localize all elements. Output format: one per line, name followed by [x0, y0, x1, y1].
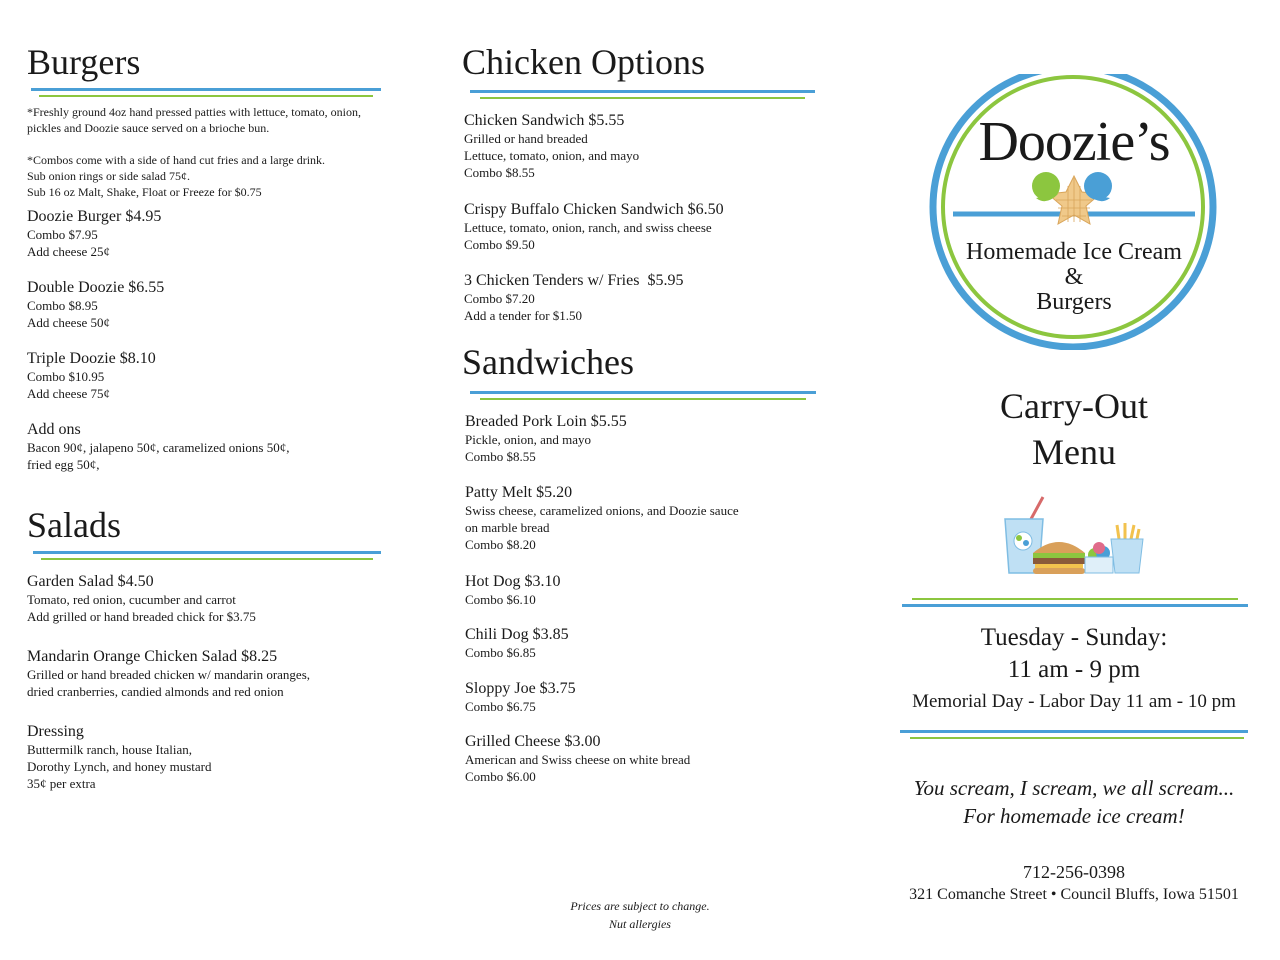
food-illustration — [1003, 495, 1153, 580]
item-name: Triple Doozie $8.10 — [27, 350, 156, 367]
dressing-title: Dressing — [27, 723, 84, 740]
allergy-note: Nut allergies — [609, 917, 671, 931]
item-combo: Combo $8.55 — [464, 165, 535, 180]
combo-note-line: *Combos come with a side of hand cut fries and a large drink. — [27, 153, 326, 167]
item-desc: American and Swiss cheese on white bread — [465, 752, 691, 767]
item-name: Chicken Sandwich $5.55 — [464, 112, 625, 129]
dressing-line: 35¢ per extra — [27, 776, 96, 791]
item-combo: Combo $8.95 — [27, 298, 98, 313]
item-desc: Grilled or hand breaded chicken w/ mandarin oranges, — [27, 667, 311, 682]
salads-heading: Salads — [27, 505, 121, 545]
menu-item — [27, 573, 256, 625]
menu-item — [464, 112, 639, 181]
carryout-line: Carry-Out — [1000, 386, 1148, 426]
item-desc: Lettuce, tomato, onion, and mayo — [464, 148, 640, 163]
carryout-line: Menu — [1032, 432, 1116, 472]
combo-note-line: Sub onion rings or side salad 75¢. — [27, 169, 190, 183]
item-name: Sloppy Joe $3.75 — [465, 680, 576, 697]
item-combo: Combo $6.00 — [465, 769, 536, 784]
fries-icon — [1111, 523, 1143, 573]
item-combo: Combo $6.75 — [465, 699, 536, 714]
footer-note — [540, 897, 740, 933]
brand-tagline-1: Homemade Ice Cream — [966, 239, 1182, 265]
item-name: Crispy Buffalo Chicken Sandwich $6.50 — [464, 201, 724, 218]
item-addon: Add a tender for $1.50 — [464, 308, 583, 323]
item-combo: Combo $8.55 — [465, 449, 536, 464]
item-name: Hot Dog $3.10 — [465, 573, 561, 590]
menu-item — [465, 626, 569, 661]
item-name: Mandarin Orange Chicken Salad $8.25 — [27, 648, 278, 665]
addons-line: Bacon 90¢, jalapeno 50¢, caramelized onions 50¢, — [27, 440, 290, 455]
item-combo: Combo $7.20 — [464, 291, 535, 306]
item-name: Breaded Pork Loin $5.55 — [465, 413, 627, 430]
address: 321 Comanche Street • Council Bluffs, Iowa 51501 — [909, 886, 1239, 903]
dressing — [27, 723, 212, 792]
brand-tagline-2: Burgers — [1036, 289, 1112, 315]
menu-item — [464, 201, 724, 253]
burgers-desc-line: pickles and Doozie sauce served on a brioche bun. — [27, 121, 270, 135]
item-combo: Combo $9.50 — [464, 237, 535, 252]
menu-item — [465, 733, 690, 785]
chicken-heading: Chicken Options — [462, 42, 705, 82]
menu-item — [464, 272, 683, 324]
burgers-heading: Burgers — [27, 42, 141, 82]
carryout-title — [898, 383, 1250, 475]
ice-cream-bowl-icon — [1085, 542, 1113, 573]
item-combo: Combo $8.20 — [465, 537, 536, 552]
item-desc: Lettuce, tomato, onion, ranch, and swiss cheese — [464, 220, 712, 235]
brand-name: Doozie’s — [978, 111, 1170, 173]
burgers-desc-line: *Freshly ground 4oz hand pressed patties with lettuce, tomato, onion, — [27, 105, 361, 119]
brand-tagline-amp: & — [1064, 264, 1084, 290]
slogan — [898, 774, 1250, 830]
dressing-line: Dorothy Lynch, and honey mustard — [27, 759, 212, 774]
item-desc: Tomato, red onion, cucumber and carrot — [27, 592, 236, 607]
combo-note-line: Sub 16 oz Malt, Shake, Float or Freeze for $0.75 — [27, 185, 262, 199]
hours-bottom-divider — [900, 730, 1248, 738]
addons — [27, 421, 289, 473]
item-addon: Add cheese 25¢ — [27, 244, 111, 259]
item-combo: Combo $7.95 — [27, 227, 98, 242]
menu-item — [465, 484, 739, 553]
item-combo: Combo $6.85 — [465, 645, 536, 660]
item-name: Doozie Burger $4.95 — [27, 208, 162, 225]
salads-divider — [33, 551, 381, 559]
sandwiches-heading: Sandwiches — [462, 342, 634, 382]
item-desc: dried cranberries, candied almonds and red onion — [27, 684, 284, 699]
phone-number: 712-256-0398 — [1023, 862, 1125, 882]
burgers-description — [27, 104, 361, 200]
item-desc: Swiss cheese, caramelized onions, and Doozie sauce — [465, 503, 739, 518]
item-name: Chili Dog $3.85 — [465, 626, 569, 643]
item-addon: Add cheese 75¢ — [27, 386, 111, 401]
item-name: Garden Salad $4.50 — [27, 573, 154, 590]
item-combo: Combo $10.95 — [27, 369, 105, 384]
price-disclaimer: Prices are subject to change. — [570, 899, 710, 913]
dressing-line: Buttermilk ranch, house Italian, — [27, 742, 192, 757]
menu-item — [465, 573, 561, 608]
menu-item — [465, 413, 627, 465]
item-name: Grilled Cheese $3.00 — [465, 733, 601, 750]
addons-title: Add ons — [27, 421, 81, 438]
hours-top-divider — [902, 598, 1248, 606]
hours-days: Tuesday - Sunday: — [980, 624, 1168, 651]
item-addon: Add grilled or hand breaded chick for $3.75 — [27, 609, 256, 624]
addons-line: fried egg 50¢, — [27, 457, 100, 472]
sandwiches-divider — [470, 391, 816, 399]
menu-item — [465, 680, 576, 715]
item-desc: on marble bread — [465, 520, 550, 535]
menu-item — [27, 208, 161, 260]
item-name: 3 Chicken Tenders w/ Fries $5.95 — [464, 272, 684, 289]
hours-times: 11 am - 9 pm — [1007, 656, 1141, 683]
item-name: Double Doozie $6.55 — [27, 279, 165, 296]
item-desc: Pickle, onion, and mayo — [465, 432, 592, 447]
item-combo: Combo $6.10 — [465, 592, 536, 607]
item-name: Patty Melt $5.20 — [465, 484, 573, 501]
burgers-divider — [31, 88, 381, 96]
slogan-line: You scream, I scream, we all scream... — [913, 776, 1235, 800]
hours-summer: Memorial Day - Labor Day 11 am - 10 pm — [912, 691, 1236, 712]
menu-item — [27, 279, 164, 331]
item-desc: Grilled or hand breaded — [464, 131, 588, 146]
menu-item — [27, 350, 156, 402]
chicken-divider — [470, 90, 815, 98]
slogan-line: For homemade ice cream! — [963, 804, 1185, 828]
menu-item — [27, 648, 310, 700]
item-addon: Add cheese 50¢ — [27, 315, 111, 330]
